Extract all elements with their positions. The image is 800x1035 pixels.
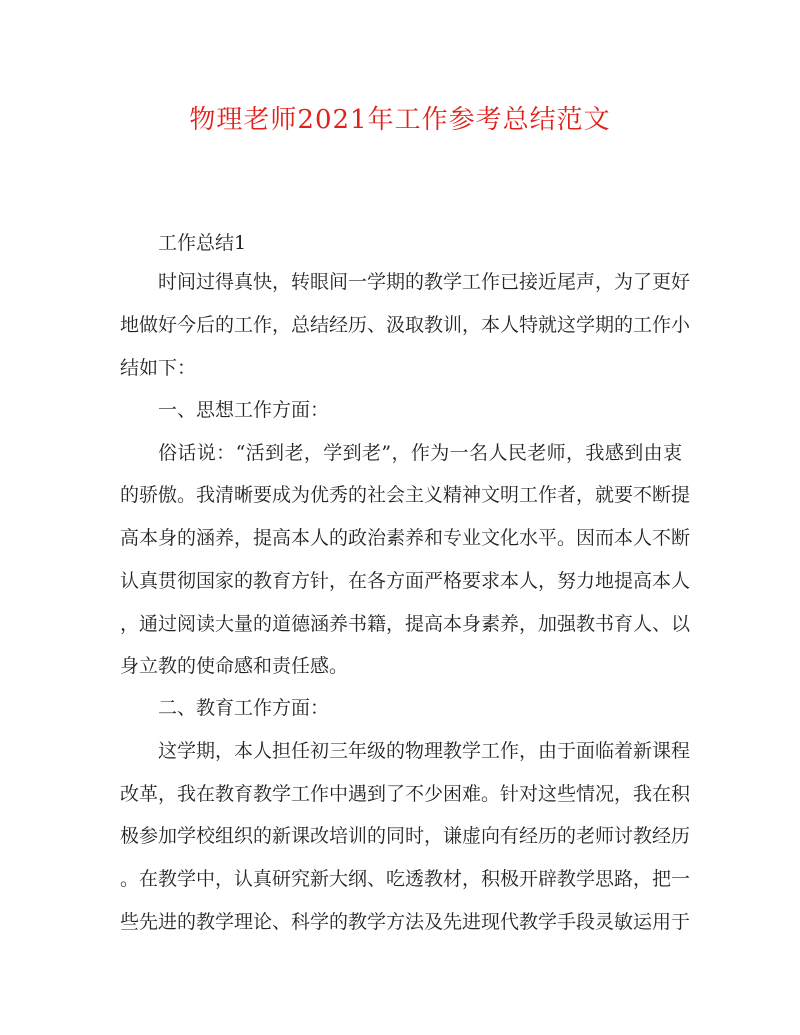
paragraph-line: 改革，我在教育教学工作中遇到了不少困难。针对这些情况，我在积 xyxy=(120,783,691,805)
paragraph-line: 极参加学校组织的新课改培训的同时，谦虚向有经历的老师讨教经历 xyxy=(120,825,691,847)
paragraph-line: 时间过得真快，转眼间一学期的教学工作已接近尾声，为了更好 xyxy=(158,271,691,293)
section-heading: 一、思想工作方面： xyxy=(158,399,330,421)
paragraph-line: 的骄傲。我清晰要成为优秀的社会主义精神文明工作者，就要不断提 xyxy=(120,484,691,506)
paragraph-line: 些先进的教学理论、科学的教学方法及先进现代教学手段灵敏运用于 xyxy=(120,911,691,933)
document-title: 物理老师2021年工作参考总结范文 xyxy=(189,105,611,135)
paragraph-line: 认真贯彻国家的教育方针，在各方面严格要求本人，努力地提高本人 xyxy=(120,570,691,592)
paragraph-line: 俗话说：“活到老，学到老”，作为一名人民老师，我感到由衷 xyxy=(158,442,682,464)
paragraph-line: 结如下： xyxy=(120,357,197,379)
paragraph-line: 。在教学中，认真研究新大纲、吃透教材，积极开辟教学思路，把一 xyxy=(120,868,691,890)
section-heading: 二、教育工作方面： xyxy=(158,697,330,719)
section-heading: 工作总结1 xyxy=(158,232,247,254)
paragraph-line: 地做好今后的工作，总结经历、汲取教训，本人特就这学期的工作小 xyxy=(120,314,691,336)
paragraph-line: 这学期，本人担任初三年级的物理教学工作，由于面临着新课程 xyxy=(158,740,691,762)
paragraph-line: 高本身的涵养，提高本人的政治素养和专业文化水平。因而本人不断 xyxy=(120,527,691,549)
paragraph-line: 身立教的使命感和责任感。 xyxy=(120,655,349,677)
paragraph-line: ，通过阅读大量的道德涵养书籍，提高本身素养，加强教书育人、以 xyxy=(120,613,691,635)
